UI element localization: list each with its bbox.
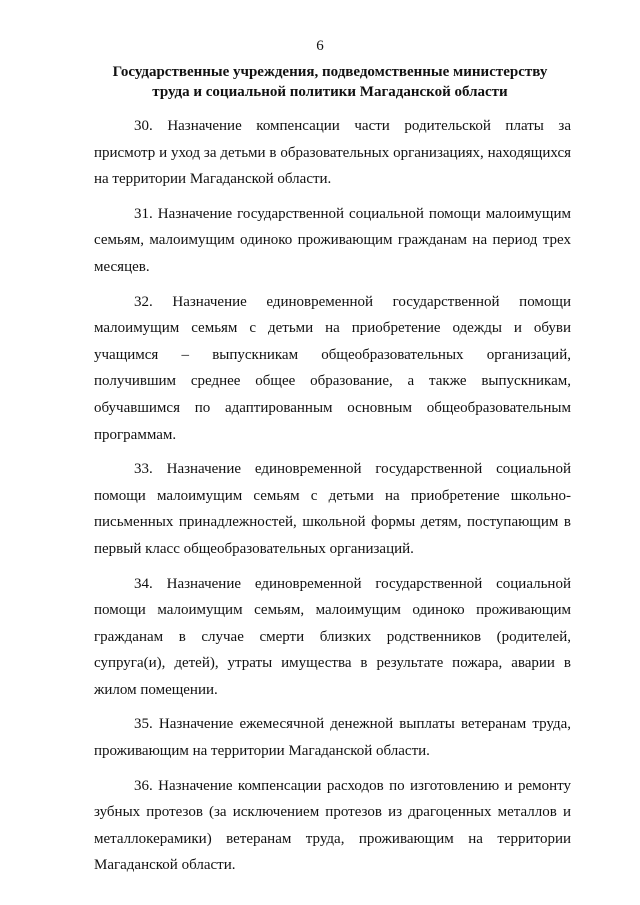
section-heading [90,62,570,102]
paragraph-36: 36. Назначение компенсации расходов по изготовлению и ремонту зубных протезов (за исключением протезов из драгоценных металлов и металлокерамики) ветеранам труда, проживающим на территории Магаданской области. [94,777,571,874]
section-heading-line-1: Государственные учреждения, подведомственные министерству [112,64,548,80]
document-body [94,113,571,887]
paragraph-32: 32. Назначение единовременной государственной помощи малоимущим семьям с детьми на приобретение одежды и обуви учащимся – выпускникам общеобразовательных организаций, получившим среднее общее образование, а также выпускникам, обучавшимся по адаптированным основным общеобразовательным программам. [94,293,571,443]
paragraph-34: 34. Назначение единовременной государственной социальной помощи малоимущим семьям, малоимущим одиноко проживающим гражданам в случае смерти близких родственников (родителей, супруга(и), детей), утраты имущества в результате пожара, аварии в жилом помещении. [94,575,571,698]
section-heading-line-2: труда и социальной политики Магаданской области [152,84,508,100]
paragraph-30: 30. Назначение компенсации части родительской платы за присмотр и уход за детьми в образовательных организациях, находящихся на территории Магаданской области. [94,118,571,188]
paragraph-35: 35. Назначение ежемесячной денежной выплаты ветеранам труда, проживающим на территории Магаданской области. [94,716,571,760]
paragraph-33: 33. Назначение единовременной государственной социальной помощи малоимущим семьям с детьми на приобретение школьно-письменных принадлежностей, школьной формы детям, поступающим в первый класс общеобразовательных организаций. [94,461,571,557]
paragraph-31: 31. Назначение государственной социальной помощи малоимущим семьям, малоимущим одиноко проживающим гражданам на период трех месяцев. [94,205,571,275]
page-number: 6 [316,38,324,54]
